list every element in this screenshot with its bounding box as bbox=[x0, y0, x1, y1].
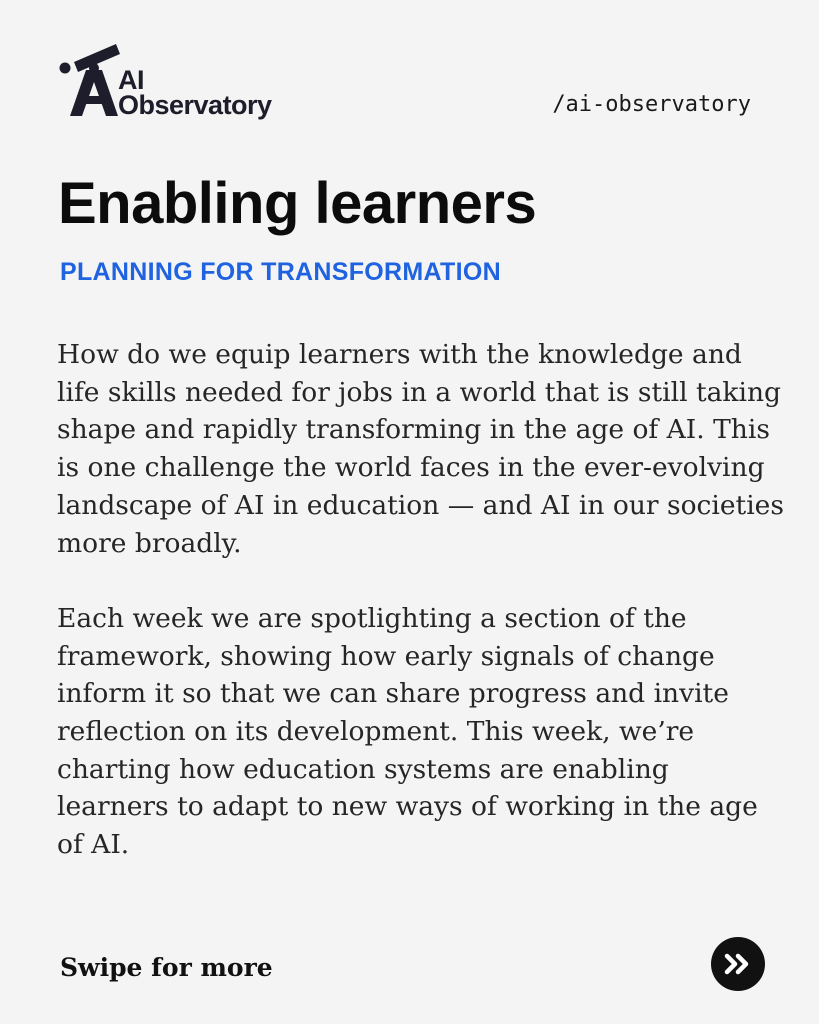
double-chevron-right-icon bbox=[723, 952, 753, 976]
section-subtitle: PLANNING FOR TRANSFORMATION bbox=[60, 258, 501, 286]
brand-logo bbox=[56, 38, 296, 128]
body-paragraph-1: How do we equip learners with the knowledge and life skills needed for jobs in a world that is still taking shape and rapidly transforming in the age of AI. This is one challenge the world faces in the ever-evolving landscape of AI in education — and AI in our societies more broadly. bbox=[57, 339, 784, 559]
logo-line-1: AI bbox=[118, 65, 144, 95]
body-paragraph-2: Each week we are spotlighting a section of the framework, showing how early signals of change inform it so that we can share progress and invite reflection on its development. This week, we’re charting how education systems are enabling learners to adapt to new ways of working in the age of AI. bbox=[57, 602, 758, 861]
swipe-for-more-label: Swipe for more bbox=[60, 953, 273, 982]
next-slide-button[interactable] bbox=[711, 937, 765, 991]
telescope-icon bbox=[56, 38, 126, 120]
social-handle: /ai-observatory bbox=[552, 92, 751, 117]
logo-wordmark bbox=[118, 65, 272, 120]
logo-line-2: Observatory bbox=[118, 90, 272, 120]
page-title: Enabling learners bbox=[58, 171, 537, 236]
body-copy bbox=[57, 336, 787, 902]
